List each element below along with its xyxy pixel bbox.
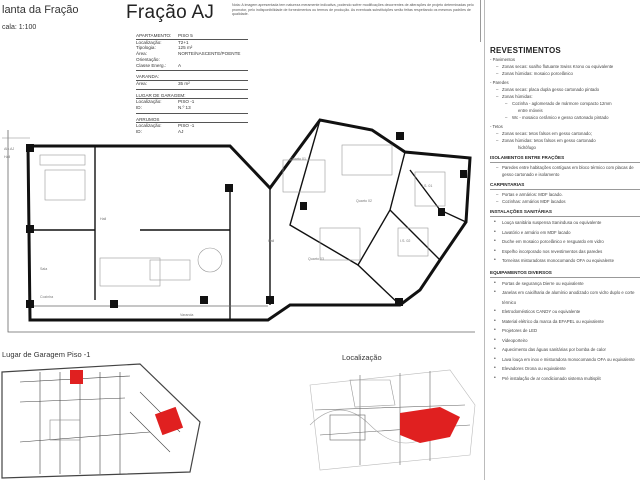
spec-apartment-heading (136, 33, 248, 39)
finish-category: - Paredes (490, 80, 509, 85)
section-heading: ISOLAMENTOS ENTRE FRAÇÕES (490, 154, 640, 163)
section-item: • Lava louça em inox e misturadora monocomando OFA ou equivalente (490, 355, 640, 365)
spec-key: LUGAR DE GARAGEM: (136, 92, 186, 98)
parking-plan (0, 362, 210, 480)
spec-key: Área: (136, 80, 147, 86)
finish-item-cont: hidrófugo (518, 145, 536, 150)
location-highlight (400, 407, 460, 443)
spec-key: VARANDA: (136, 74, 160, 80)
floor-plan (0, 110, 480, 335)
spec-key: Localização: (136, 123, 162, 129)
room-label: I.S. 02 (400, 239, 411, 243)
finish-item: – Zonas secas: placa dupla gesso cartonado pintado (490, 86, 640, 93)
spec-key: Orientação: (136, 56, 160, 62)
section-item: • Louça sanitária suspensa Sanindusa ou equivalente (490, 218, 640, 228)
finish-category: - Pavimentos (490, 57, 516, 62)
spec-value: AJ (178, 129, 184, 135)
spec-key: ID: (136, 105, 142, 111)
spec-key: Tipologia: (136, 45, 156, 51)
spec-garage-heading (136, 93, 248, 99)
room-label: Sala (40, 267, 48, 271)
room-label: Hall (100, 217, 107, 221)
location-label: Localização (342, 353, 382, 362)
section-item: • Eletrodomésticos CANDY ou equivalente (490, 307, 640, 317)
finish-subitem: – Wc - mosaico cerâmico e gesso cartonado pintado (490, 114, 640, 121)
finish-item: – Zonas secas: soalho flutuante Swiss Krono ou equivalente (490, 63, 640, 70)
room-label: Hall (4, 155, 11, 159)
spec-key: ID: (136, 129, 142, 135)
finish-category: - Tetos (490, 124, 503, 129)
section-item: • Duche em mosaico porcelânico e resguardo em vidro (490, 237, 640, 247)
room-label: Quarto 02 (356, 199, 372, 203)
finish-subitem: – Cozinha - aglomerado de mármore compacto 12mm (490, 100, 640, 107)
section-item: • Portas de segurança Dierre ou equivalente (490, 279, 640, 289)
scale-label: cala: 1:100 (2, 24, 37, 31)
divider (484, 0, 485, 480)
parking-label: Lugar de Garagem Piso -1 (2, 350, 91, 359)
rule (136, 70, 248, 71)
finish-item: – Zonas húmidas: mosaico porcelânico (490, 70, 640, 77)
finishes-panel (490, 47, 640, 383)
location-map (300, 365, 480, 480)
spec-value: A (178, 62, 182, 68)
spec-key: APARTAMENTO: (136, 33, 172, 38)
room-label: Cozinha (40, 295, 54, 299)
room-label: I.S. 01 (422, 184, 433, 188)
spec-value: NORTE/NASCENTE/POENTE (178, 51, 241, 57)
room-label: Hall (268, 239, 275, 243)
fraction-title: Fração AJ (126, 2, 215, 23)
section-heading: EQUIPAMENTOS DIVERSOS (490, 269, 640, 278)
finish-item: – Zonas secas: tetos falsos em gesso cartonado; (490, 130, 640, 137)
section-heading: INSTALAÇÕES SANITÁRIAS (490, 208, 640, 217)
parking-spot-highlight (70, 370, 83, 384)
section-item: • Videoporteiro (490, 336, 640, 346)
section-item: • Projetores de LED (490, 326, 640, 336)
spec-value: 35 m² (178, 80, 190, 86)
section-item: • Janelas em caixilharia de alumínio anodizado com vidro duplo e corte térmico (490, 288, 640, 307)
section-item: • Elevadores Orona ou equivalente (490, 364, 640, 374)
spec-key: Localização: (136, 39, 162, 45)
section-item: • Torneiras misturadoras monocomando OFA ou equivalente (490, 256, 640, 266)
rule (136, 89, 248, 90)
room-label: Varanda (180, 313, 194, 317)
section-item: • Espelho incorporado nos revestimentos das paredes (490, 247, 640, 257)
section-heading: CARPINTARIAS (490, 181, 640, 190)
spec-value: 125 m² (178, 45, 193, 51)
room-label: Alc.AJ (4, 147, 15, 151)
section-item: – Portas e armários: MDF lacado. (490, 191, 640, 198)
section-item: • Aquecimento das águas sanitárias por bomba de calor (490, 345, 640, 355)
section-item: • Lavatório e armário em MDF lacado (490, 228, 640, 238)
spec-key: Localização: (136, 99, 162, 105)
disclaimer-note: Nota: A imagem apresentada tem natureza meramente indicativa, podendo sofrer modificações decorrentes de alterações de projeto determinadas pelo promotor, pelo indisponibilidade de fornecimentos ou termos de produção. As eventuais substituições serão feitas respeitando os mesmos padrões de qualidade. (232, 3, 474, 17)
finish-item-cont: entre móveis (518, 108, 543, 113)
finishes-title: REVESTIMENTOS (490, 46, 561, 55)
room-label: Quarto 01 (290, 157, 306, 161)
section-item: – Paredes entre habitações contíguas em bloco térmico com placas de gesso cartonado e isolamento (490, 164, 640, 178)
spec-key: ARRUMOS (136, 116, 160, 122)
spec-row (136, 63, 248, 69)
plan-title: lanta da Fração (2, 4, 79, 16)
section-item: • Material elétrico da marca da EFAPEL ou equivalente (490, 317, 640, 327)
spec-value: PISO 5 (178, 33, 193, 38)
spec-key: Área: (136, 51, 147, 57)
spec-value: T2+1 (178, 39, 189, 45)
divider (480, 0, 481, 42)
finish-item: – Zonas húmidas: (490, 93, 640, 100)
spec-value: PISO -1 (178, 123, 195, 129)
finish-item: – Zonas húmidas: tetos falsos em gesso cartonado (490, 137, 640, 144)
section-item: – Cozinhas: armários MDF lacados (490, 198, 640, 205)
spec-value: N.º 13 (178, 105, 191, 111)
section-item: • Pré instalação de ar condicionado sistema multisplit (490, 374, 640, 384)
spec-value: PISO -1 (178, 99, 195, 105)
spec-row (136, 81, 248, 87)
spec-key: Classe Energ.: (136, 62, 167, 68)
room-label: Quarto 03 (308, 257, 324, 261)
